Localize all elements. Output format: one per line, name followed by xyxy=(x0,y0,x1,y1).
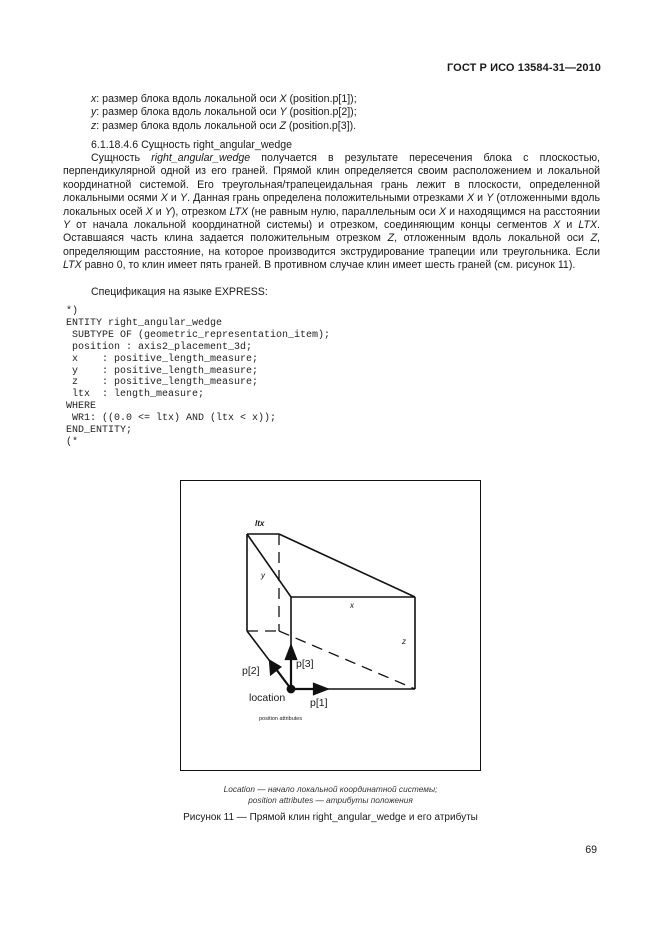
body-paragraph xyxy=(63,152,600,273)
para-axis: LTX xyxy=(229,205,249,218)
label-ltx: ltx xyxy=(255,519,265,528)
legend-line-2: position attributes — атрибуты положения xyxy=(248,795,413,805)
label-z: z xyxy=(402,637,406,646)
label-p3: p[3] xyxy=(296,658,314,670)
para-axis: LTX xyxy=(63,259,82,272)
para-axis: Z xyxy=(590,232,598,245)
legend-line-1: Location — начало локальной координатной системы; xyxy=(223,784,438,794)
document-header: ГОСТ Р ИСО 13584-31—2010 xyxy=(446,62,601,74)
label-p1: p[1] xyxy=(310,697,328,709)
para-text: и xyxy=(167,192,180,205)
para-text: равно 0, то клин имеет пять граней. В противном случае клин имеет шесть граней (см. рисунок 11). xyxy=(81,259,576,272)
express-code-block: *) ENTITY right_angular_wedge SUBTYPE OF (geometric_representation_item); position : axis2_placement_3d; x : positive_length_measure; y : positive_length_measure; z : positive_length_measure; ltx : length_measure; WHERE WR1: ((0.0 <= ltx) AND (ltx < x)); END_ENTITY; (* xyxy=(66,306,331,448)
attr-axis: X xyxy=(279,93,287,105)
para-axis: Y xyxy=(164,205,172,218)
attr-axis: Y xyxy=(279,106,287,118)
para-entity-name: right_angular_wedge xyxy=(151,152,251,164)
attr-text: : размер блока вдоль локальной оси xyxy=(96,106,280,118)
para-text: (не равным нулю, параллельным оси xyxy=(248,205,439,218)
attr-line-z xyxy=(91,120,356,133)
para-text: от начала локальной координатной системы) и отрезком, соединяющим концы сегментов xyxy=(70,219,554,232)
para-text: получается в результате пересечения блока с плоскостью, перпендикулярной одной из его граней. Прямой клин определяется своим расположением и локальной координатной системой. Его треугольная/трапецеидальная грань лежит в плоскости, определенной локальными осями xyxy=(63,152,600,205)
attr-text: : размер блока вдоль локальной оси xyxy=(96,120,280,132)
para-axis: LTX xyxy=(578,219,598,232)
para-text: . Данная грань определена положительными отрезками xyxy=(187,192,467,205)
label-y: y xyxy=(261,571,265,580)
label-location: location xyxy=(249,692,286,704)
para-text: , определяющим расстояние, на которое производится экструдирование трапеции или треугольника. Если xyxy=(63,232,600,258)
para-axis: Y xyxy=(63,219,71,232)
para-axis: X xyxy=(438,205,447,218)
attr-line-y xyxy=(91,106,357,119)
section-heading: 6.1.18.4.6 Сущность right_angular_wedge xyxy=(91,139,293,151)
attr-text: : размер блока вдоль локальной оси xyxy=(96,93,280,105)
para-text: и находящимся на расстоянии xyxy=(446,205,600,218)
para-axis: Z xyxy=(387,232,395,245)
figure-caption: Рисунок 11 — Прямой клин right_angular_wedge и его атрибуты xyxy=(183,812,478,823)
para-text: ), отрезком xyxy=(171,205,230,218)
attr-ref: (position.p[3]). xyxy=(285,120,357,132)
attr-ref: (position.p[1]); xyxy=(286,93,357,105)
para-axis: X xyxy=(553,219,561,232)
para-axis: Y xyxy=(486,192,494,205)
para-axis: X xyxy=(160,192,168,205)
wedge-diagram xyxy=(181,481,482,772)
para-text: (отложенными вдоль локальных осей xyxy=(63,192,600,218)
para-text: Сущность xyxy=(91,152,152,164)
attr-name: x xyxy=(91,93,97,105)
attr-name: y xyxy=(91,106,97,118)
label-position-attributes: position attributes xyxy=(259,716,303,722)
spec-label: Спецификация на языке EXPRESS: xyxy=(91,286,268,298)
para-text: и xyxy=(152,205,165,218)
axis-arrows xyxy=(270,646,327,694)
para-axis: X xyxy=(466,192,475,205)
para-text: и xyxy=(474,192,487,205)
attr-axis: Z xyxy=(279,120,286,132)
label-p2: p[2] xyxy=(242,665,260,677)
para-axis: X xyxy=(145,205,153,218)
para-axis: Y xyxy=(179,192,188,205)
attr-line-x xyxy=(91,93,357,106)
attr-name: z xyxy=(91,120,97,132)
label-x: x xyxy=(350,601,354,610)
para-text: , отложенным вдоль локальной оси xyxy=(394,232,591,245)
attr-ref: (position.p[2]); xyxy=(286,106,357,118)
figure-wedge xyxy=(180,480,481,771)
page-number: 69 xyxy=(585,844,597,856)
para-text: и xyxy=(560,219,579,232)
para-text: . Оставшаяся часть клина задается положительным отрезком xyxy=(63,219,600,245)
